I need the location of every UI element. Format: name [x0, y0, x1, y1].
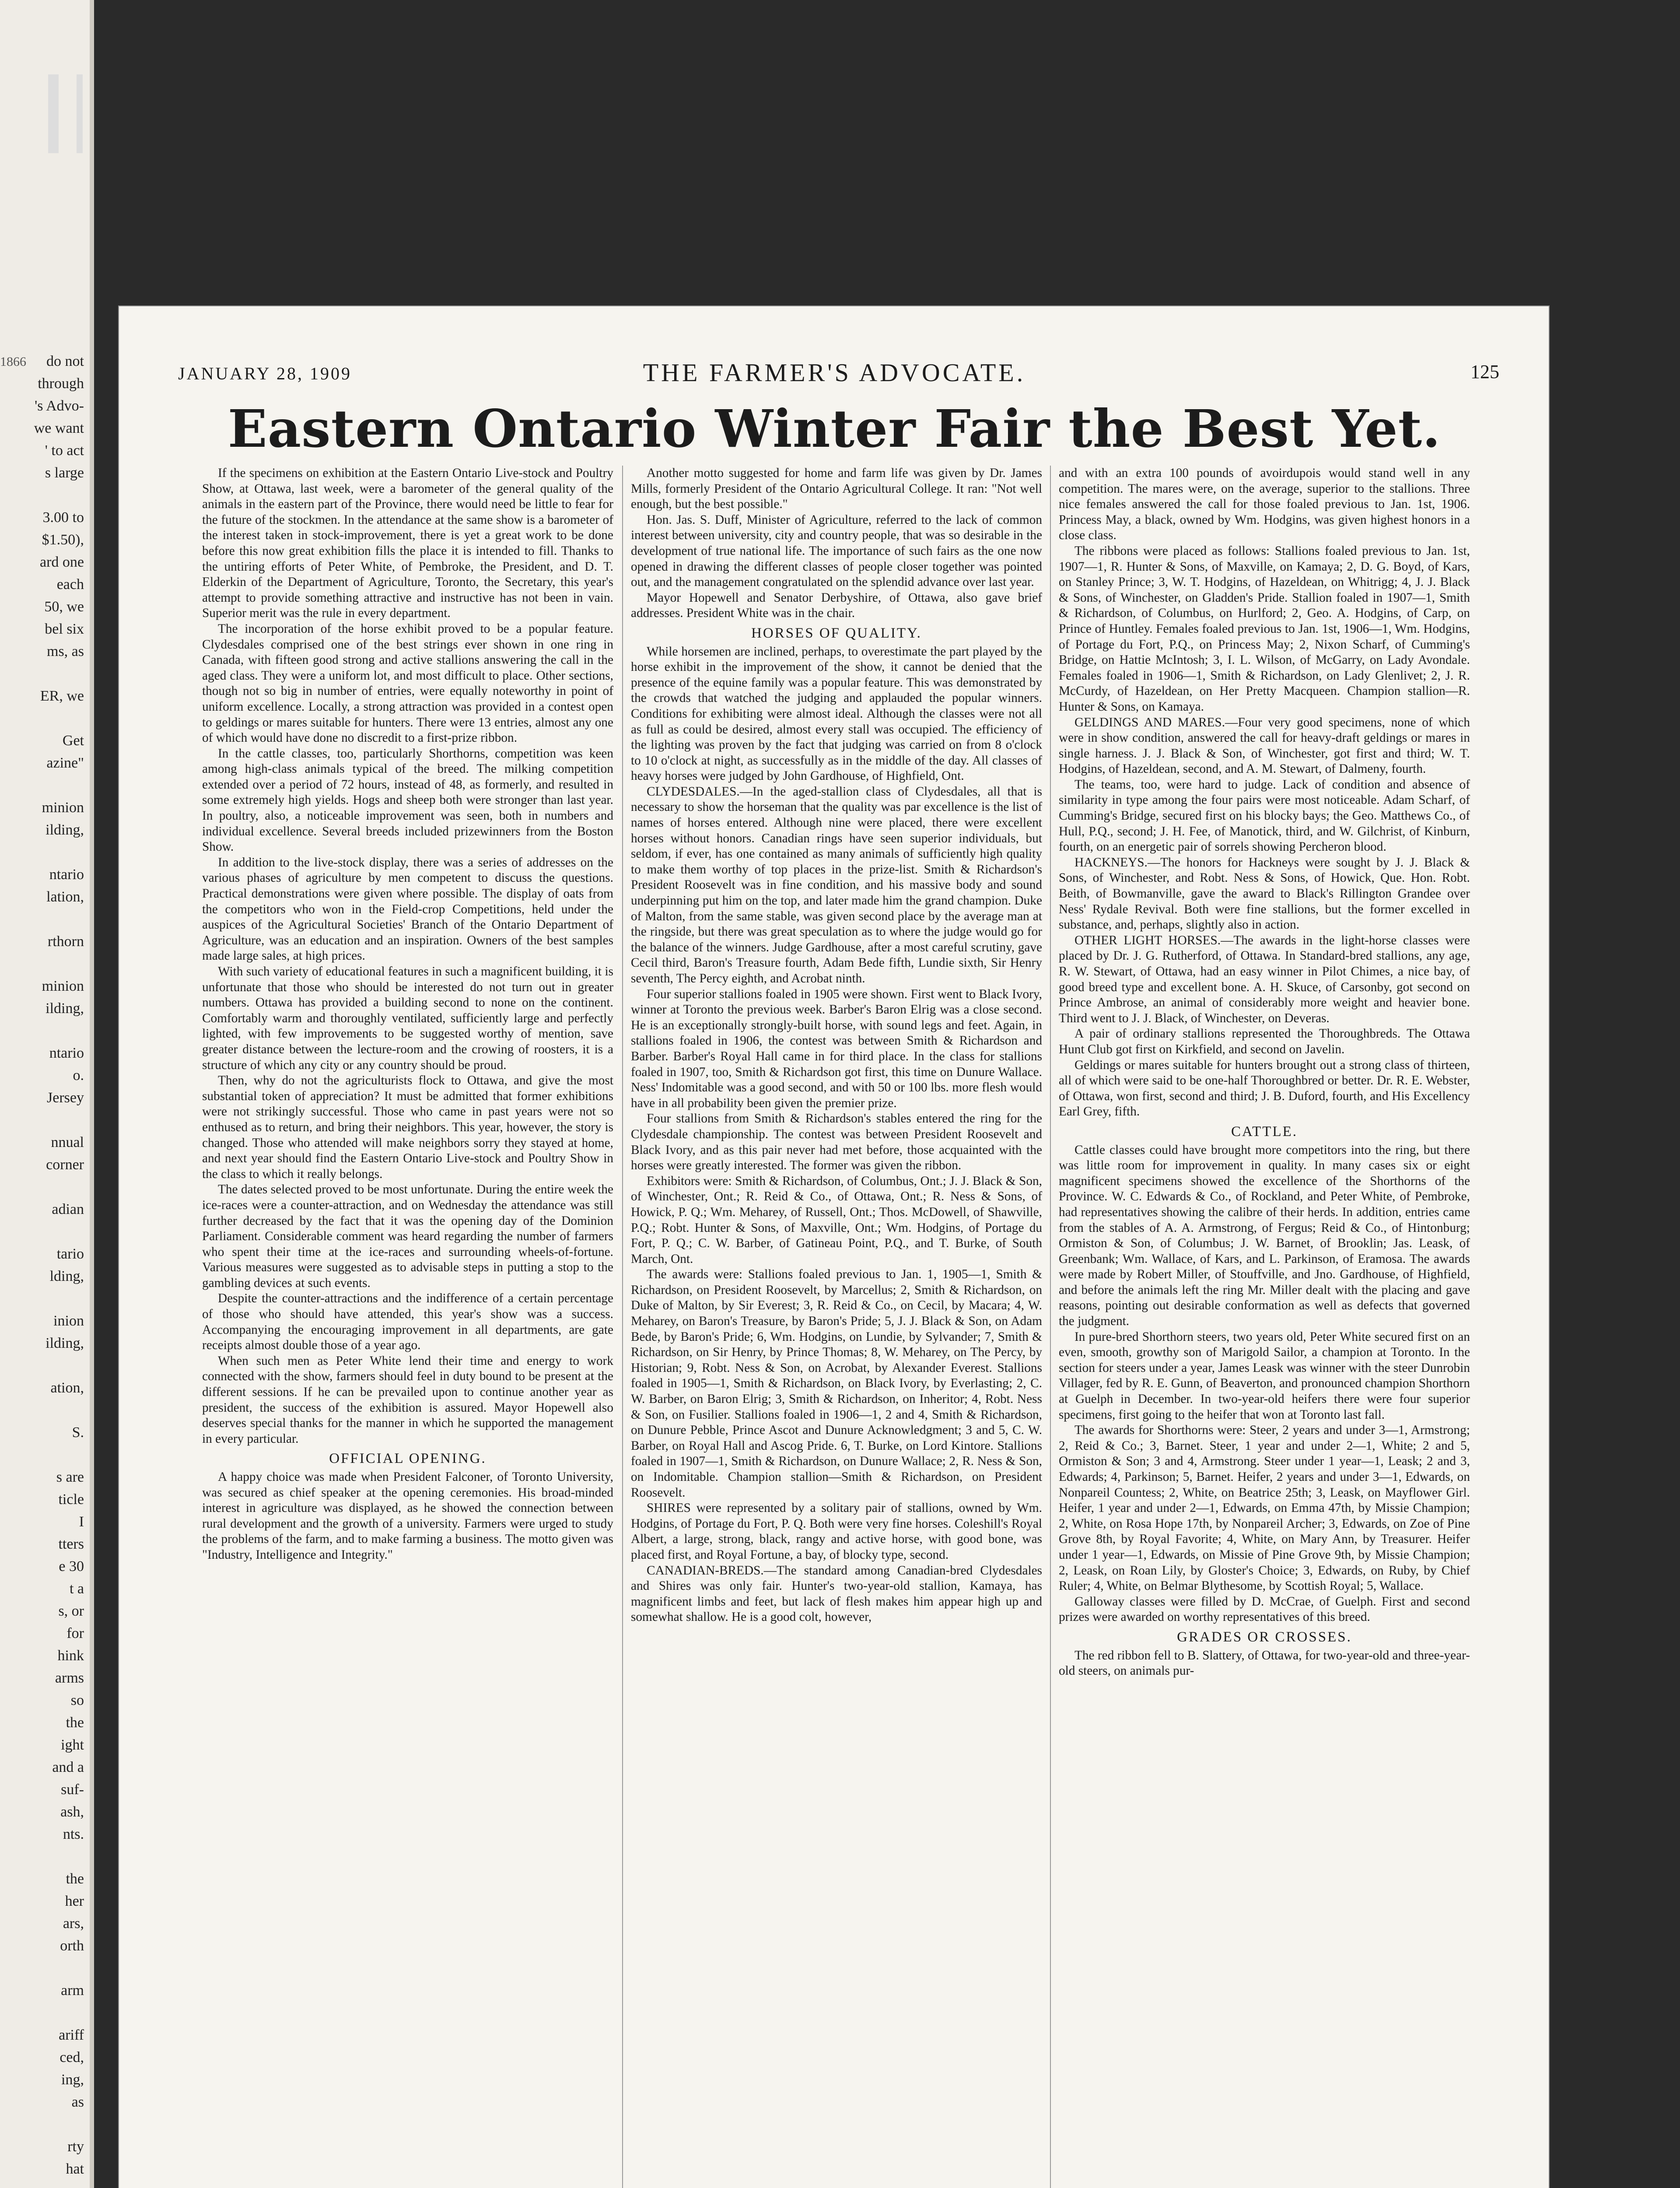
article-column-2 — [631, 466, 1042, 1625]
section-heading: OFFICIAL OPENING. — [329, 1451, 486, 1467]
film-mark — [48, 74, 59, 153]
fragment-line — [0, 1220, 88, 1243]
fragment-line — [0, 663, 88, 685]
fragment-line — [0, 2002, 88, 2024]
article-column-3 — [1059, 466, 1470, 1679]
fragment-line: lation, — [46, 889, 84, 905]
fragment-line: ash, — [60, 1804, 84, 1820]
fragment-line: ight — [61, 1737, 84, 1753]
article-paragraph: The incorporation of the horse exhibit proved to be a popular feature. Clydesdales comprised one of the best strings ever shown in one ring in Canada, with fifteen good strong and active stallions answering the call in the aged class. They were a uniform lot, and most difficult to place. Other sections, though not so big in number of entries, were equally noteworthy in point of uniform excellence. Locally, a strong attraction was provided in a contest open to geldings or mares suitable for hunters. There were 13 entries, almost any one of which would have done no discredit to a first-prize ribbon. — [202, 621, 613, 745]
article-paragraph: A pair of ordinary stallions represented the Thoroughbreds. The Ottawa Hunt Club got first on Kirkfield, and second on Javelin. — [1059, 1027, 1470, 1056]
fragment-line — [0, 1176, 88, 1198]
article-paragraph: Mayor Hopewell and Senator Derbyshire, of Ottawa, also gave brief addresses. President White was in the chair. — [631, 590, 1042, 621]
fragment-line: the — [66, 1871, 84, 1887]
fragment-line — [0, 707, 88, 729]
previous-page-text — [0, 350, 88, 2188]
fragment-line: ation, — [50, 1380, 84, 1396]
fragment-line: ilding, — [46, 1335, 84, 1351]
fragment-line — [0, 1020, 88, 1042]
fragment-line: her — [65, 1893, 84, 1909]
article-paragraph: Cattle classes could have brought more competitors into the ring, but there was little room for improvement in quality. In many cases six or eight magnificent specimens showed the excellence of the Shorthorns of the Province. W. C. Edwards & Co., of Rockland, and Peter White, of Pembroke, had representatives showing the calibre of their herds. In addition, entries came from the stables of A. A. Armstrong, of Fergus; Reid & Co., of Hintonburg; Ormiston & Son, of Columbus; J. W. Barnet, of Brooklin; Jas. Leask, of Greenbank; Wm. Wallace, of Kars, and L. Parkinson, of Eramosa. The awards were made by Robert Miller, of Stouffville, and Jno. Gardhouse, of Highfield, and before the animals left the ring Mr. Miller dealt with the placing and gave reasons, pointing out desirable conformation as well as defects that governed the judgment. — [1059, 1143, 1470, 1329]
fragment-line: s large — [45, 465, 84, 481]
fragment-line: ars, — [63, 1915, 84, 1932]
fragment-line: arm — [61, 1982, 84, 1999]
article-paragraph: While horsemen are inclined, perhaps, to overestimate the part played by the horse exhibit in the improvement of the show, it cannot be denied that the presence of the equine family was a popular feature. This was demonstrated by the crowds that watched the judging and applauded the popular winners. Conditions for exhibiting were almost ideal. Although the classes were not all as full as could be desired, almost every stall was occupied. The efficiency of the lighting was proven by the fact that judging was carried on from 8 o'clock to 10 o'clock at night, as successfully as in the middle of the day. All classes of heavy horses were judged by John Gardhouse, of Highfield, Ont. — [631, 644, 1042, 783]
fragment-line: s are — [56, 1469, 84, 1485]
article-paragraph: CANADIAN-BREDS.—The standard among Canadian-bred Clydesdales and Shires was only fair. Hunter's two-year-old stallion, Kamaya, has magnificent limbs and feet, but lack of flesh makes him appear high up and somewhat shallow. He is a good colt, however, — [631, 1563, 1042, 1624]
article-paragraph: If the specimens on exhibition at the Eastern Ontario Live-stock and Poultry Show, at Ottawa, last week, were a barometer of the general quality of the animals in the eastern part of the Province, there would need be little to fear for the future of the stockmen. In the attendance at the same show is a barometer of the interest taken in stock-improvement, there is yet a great work to be done before this now great exhibition fills the place it is intended to fill. Thanks to the untiring efforts of Peter White, of Pembroke, the President, and D. T. Elderkin of the Department of Agriculture, Toronto, the Secretary, this year's attempt to provide something attractive and instructive has not been in vain. Superior merit was the rule in every department. — [202, 466, 613, 621]
fragment-line — [0, 841, 88, 863]
section-heading: CATTLE. — [1231, 1123, 1298, 1140]
fragment-line: ' to act — [45, 442, 84, 459]
fragment-line: hat — [66, 2161, 84, 2177]
article-paragraph: Hon. Jas. S. Duff, Minister of Agriculture, referred to the lack of common interest between university, city and country people, that was so desirable in the development of true national life. The importance of such fairs as the one now opened in drawing the different classes of people closer together was pointed out, and the management congratulated on the splendid advance over last year. — [631, 512, 1042, 589]
article-paragraph: The ribbons were placed as follows: Stallions foaled previous to Jan. 1st, 1907—1, R. Hunter & Sons, of Maxville, on Kamaya; 2, D. G. Boyd, of Kars, on Stanley Prince; 3, W. T. Hodgins, of Hazeldean, on Whitrigg; 4, J. J. Black & Sons, of Winchester, on Gladden's Pride. Stallion foaled in 1907—1, Smith & Richardson, of Columbus, on Hurlford; 2, Geo. A. Hodgins, of Carp, on Prince of Huntley. Females foaled previous to Jan. 1st, 1906—1, Wm. Hodgins, of Portage du Fort, P.Q., on Princess May; 2, Nixon Scharf, of Cumming's Bridge, on Hattie McIntosh; 3, I. L. Wilson, of McGarry, on Lady Avondale. Females foaled in 1906—1, Smith & Richardson, on Lady Glenlivet; 2, J. R. McCurdy, of Hazeldean, on Her Pretty Macqueen. Champion stallion—R. Hunter & Sons, on Kamaya. — [1059, 543, 1470, 714]
page-header — [178, 358, 1499, 389]
fragment-line: rthorn — [47, 933, 84, 950]
article-paragraph: The awards for Shorthorns were: Steer, 2 years and under 3—1, Armstrong; 2, Reid & Co.; 3, Barnet. Steer, 1 year and under 2—1, White; 2 and 5, Ormiston & Son; 3 and 4, Armstrong. Steer under 1 year—1, Leask; 2 and 3, Edwards; 4, Parkinson; 5, Barnet. Heifer, 2 years and under 3—1, Edwards, on Nonpareil Countess; 2, White, on Beatrice 25th; 3, Leask, on Mayflower Girl. Heifer, 1 year and under 2—1, Edwards, on Emma 47th, by Missie Champion; 2, White, on Rosa Hope 17th, by Nonpareil Archer; 3, Edwards, on Zoe of Pine Grove 8th, by Royal Favorite; 4, White, on Mary Ann, by Treasurer. Heifer under 1 year—1, Edwards, on Missie of Pine Grove 9th, by Missie Champion; 2, Leask, on Roan Lily, by Gloster's Choice; 3, Edwards, on Ruby, by Chief Ruler; 4, White, on Belmar Blythesome, by Scottish Royal; 5, Wallace. — [1059, 1423, 1470, 1593]
fragment-line: t a — [69, 1581, 84, 1597]
article-paragraph: Another motto suggested for home and farm life was given by Dr. James Mills, formerly President of the Ontario Agricultural College. It ran: "Not well enough, but the best possible." — [631, 466, 1042, 512]
fragment-line: ticle — [58, 1491, 84, 1508]
film-mark — [77, 74, 83, 153]
fragment-line: we want — [34, 420, 84, 436]
fragment-line: ntario — [49, 866, 84, 883]
article-paragraph: The red ribbon fell to B. Slattery, of Ottawa, for two-year-old and three-year-old steers, on animals pur- — [1059, 1648, 1470, 1678]
article-column-1 — [202, 466, 613, 1563]
article-title: Eastern Ontario Winter Fair the Best Yet. — [228, 398, 1441, 459]
article-paragraph: In addition to the live-stock display, there was a series of addresses on the various phases of agriculture by men competent to discuss the questions. Practical demonstrations were given where possible. The display of oats from the competitors who won in the Field-crop Competitions, held under the auspices of the Agricultural Societies' Branch of the Ontario Department of Agriculture, was an education and an inspiration. Owners of the best samples made large sales, at high prices. — [202, 855, 613, 963]
article-paragraph: Four stallions from Smith & Richardson's stables entered the ring for the Clydesdale championship. The contest was between President Roosevelt and Black Ivory, and as this pair never had met before, those acquainted with the horses were greatly interested. The former was given the ribbon. — [631, 1112, 1042, 1173]
fragment-line: inion — [53, 1313, 84, 1329]
fragment-line: orth — [60, 1938, 84, 1954]
fragment-line: nts. — [63, 1826, 84, 1842]
fragment-line: Get — [62, 733, 84, 749]
page-fold — [90, 0, 94, 2188]
fragment-line: azine" — [46, 755, 84, 771]
section-heading: GRADES OR CROSSES. — [1177, 1629, 1352, 1645]
fragment-line: suf- — [61, 1781, 84, 1798]
fragment-line — [0, 774, 88, 796]
fragment-line — [0, 1444, 88, 1466]
previous-page-fragment — [0, 0, 94, 2188]
article-paragraph: The dates selected proved to be most unfortunate. During the entire week the ice-races were a counter-attraction, and on Wednesday the attendance was still further decreased by the fact that it was the opening day of the Dominion Parliament. Considerable comment was heard regarding the number of farmers who spent their time at the ice-races and surrounding wheels-of-fortune. Various measures were suggested as to advisable steps in putting a stop to the gambling devices at such events. — [202, 1182, 613, 1290]
fragment-line: ariff — [59, 2027, 84, 2043]
fragment-line — [0, 484, 88, 506]
fragment-line: ntario — [49, 1045, 84, 1061]
fragment-line — [0, 2180, 88, 2188]
fragment-line: for — [66, 1625, 84, 1641]
article-paragraph: CLYDESDALES.—In the aged-stallion class of Clydesdales, all that is necessary to show the horseman that the quality was par excellence is the list of names of horses entered. Although nine were placed, there were excellent horses without honors. Canadian rings have seen superior individuals, but seldom, if ever, has one contained as many animals of sufficiently high quality to make them worthy of top places in the prize-list. Smith & Richardson's President Roosevelt was in fine condition, and his massive body and sound underpinning put him on the top, and later made him the grand champion. Duke of Malton, from the same stable, was given second place by the average man at the ringside, but there was great speculation as to where the judge would go for the balance of the winners. Judge Gardhouse, after a most careful scrutiny, gave Cecil third, Baron's Treasure fourth, Adam Bede fifth, Lundie sixth, Sir Henry seventh, The Percy eighth, and Acrobat ninth. — [631, 784, 1042, 985]
fragment-line: adian — [52, 1201, 84, 1217]
fragment-line: ilding, — [46, 1000, 84, 1017]
article-paragraph: The awards were: Stallions foaled previous to Jan. 1, 1905—1, Smith & Richardson, on President Roosevelt, by Marcellus; 2, Smith & Richardson, on Duke of Malton, by Sir Everest; 3, R. Reid & Co., on Cecil, by Macara; 4, W. Meharey, on Baron's Treasure, by Baron's Pride; 5, J. J. Black & Son, on Adam Bede, by Baron's Pride; 6, Wm. Hodgins, on Lundie, by Sylvander; 7, Smith & Richardson, on Sir Henry, by Prince Thomas; 8, W. Meharey, on The Percy, by Historian; 9, Robt. Ness & Son, on Acrobat, by Alexander Everest. Stallions foaled in 1905—1, Smith & Richardson, on Black Ivory, by Everlasting; 2, C. W. Barber, on Baron Elrig; 3, Smith & Richardson, on Inheritor; 4, Robt. Ness & Son, on Fusilier. Stallions foaled in 1906—1, 2 and 4, Smith & Richardson, on Dunure Pebble, Prince Ascot and Dunure Acknowledgment; 3 and 5, C. W. Barber, on Royal Hall and Ascog Pride. 6, T. Burke, on Lord Kintore. Stallions foaled in 1907—1, Smith & Richardson, on Dunure Wallace; 2, R. Ness & Son, on Indomitable. Champion stallion—Smith & Richardson, on President Roosevelt. — [631, 1267, 1042, 1500]
section-heading: HORSES OF QUALITY. — [751, 625, 922, 641]
fragment-line: nnual — [51, 1134, 84, 1150]
fragment-line — [0, 1287, 88, 1310]
article-paragraph: In pure-bred Shorthorn steers, two years old, Peter White secured first on an even, smooth, growthy son of Marigold Sailor, a champion at Toronto. In the section for steers under a year, James Leask was winner with the steer Dunrobin Villager, fed by R. E. Gunn, of Beaverton, and pronounced champion Shorthorn at Guelph in December. In two-year-old heifers there were four superior specimens, first going to the heifer that won at Toronto last fall. — [1059, 1329, 1470, 1422]
fragment-line: 3.00 to — [42, 509, 84, 526]
fragment-line: rty — [67, 2139, 84, 2155]
fragment-line: the — [66, 1715, 84, 1731]
fragment-line — [0, 1109, 88, 1131]
fragment-line: minion — [42, 799, 84, 816]
fragment-line: do not — [46, 353, 84, 369]
fragment-line: minion — [42, 978, 84, 994]
article-paragraph: In the cattle classes, too, particularly Shorthorns, competition was keen among high-class animals typical of the breed. The milking competition extended over a period of 72 hours, instead of 48, as formerly, and resulted in some extremely high yields. Hogs and sheep both were stronger than last year. In poultry, also, a noticeable improvement was seen, both in numbers and individual excellence. Several breeds included prizewinners from the Boston Show. — [202, 746, 613, 854]
fragment-line: through — [38, 375, 84, 392]
fragment-line: as — [71, 2094, 84, 2110]
issue-date: JANUARY 28, 1909 — [178, 364, 352, 383]
article-paragraph: Four superior stallions foaled in 1905 were shown. First went to Black Ivory, winner at Toronto the previous week. Barber's Baron Elrig was a close second. He is an exceptionally strongly-built horse, with sound legs and feet. Again, in stallions foaled in 1906, the contest was between Smith & Richardson and Barber. Barber's Royal Hall came in for third place. In the class for stallions foaled in 1907, too, Smith & Richardson got first, this time on Dunure Wallace. Ness' Indomitable was a good second, and with 50 or 100 lbs. more flesh would have in all probability been given the premier prize. — [631, 987, 1042, 1110]
article-paragraph: A happy choice was made when President Falconer, of Toronto University, was secured as chief speaker at the opening ceremonies. His broad-minded interest in agriculture was displayed, as he showed the connection between rural development and the growth of a university. Farmers were urged to study the problems of the farm, and to make farming a business. The motto given was "Industry, Intelligence and Integrity." — [202, 1470, 613, 1562]
article-paragraph: Despite the counter-attractions and the indifference of a certain percentage of those who should have attended, this year's show was a success. Accompanying the encouraging improvement in all departments, are gate receipts almost double those of a year ago. — [202, 1291, 613, 1353]
fragment-line: ms, as — [47, 643, 84, 659]
article-paragraph: HACKNEYS.—The honors for Hackneys were sought by J. J. Black & Sons, of Winchester, and Robt. Ness & Sons, of Howick, Que. Hon. Robt. Beith, of Bowmanville, gave the award to Black's Rillington Grandee over Ness' Rydale Revival. Both were fine stallions, but the former excelled in substance, and, perhaps, slightly also in action. — [1059, 855, 1470, 932]
fragment-line: corner — [46, 1157, 84, 1173]
fragment-line: o. — [73, 1067, 84, 1083]
article-paragraph: When such men as Peter White lend their time and energy to work connected with the show, farmers should feel in duty bound to be present at the different sessions. If he can be prevailed upon to continue another year as president, the success of the exhibition is assured. Mayor Hopewell also deserves special thanks for the manner in which he supported the management in every particular. — [202, 1353, 613, 1446]
fragment-line: lding, — [49, 1268, 84, 1284]
fragment-line: I — [79, 1514, 84, 1530]
column-rule — [622, 466, 623, 2188]
fragment-line: hink — [57, 1648, 84, 1664]
fragment-line: 's Advo- — [35, 398, 84, 414]
article-paragraph: OTHER LIGHT HORSES.—The awards in the light-horse classes were placed by Dr. J. G. Rutherford, of Ottawa. In Standard-bred stallions, any age, R. W. Stewart, of Ottawa, had an easy winner in Pilot Chimes, a nice bay, of good breed type and excellent bone. A. H. Skuce, of Carsonby, got second on Prince Ambrose, an animal of considerably more weight and heavier bone. Third went to J. J. Black, of Winchester, on Deveras. — [1059, 933, 1470, 1025]
fragment-line: e 30 — [59, 1558, 84, 1574]
article-paragraph: With such variety of educational features in such a magnificent building, it is unfortunate that those who should be interested do not turn out in greater numbers. Ottawa has provided a building second to none on the continent. Comfortably warm and thoroughly ventilated, sufficiently large and perfectly lighted, with few improvements to be suggested worthy of mention, save greater distance between the lecture-room and the crowing of roosters, it is a structure of which any city or any country should be proud. — [202, 964, 613, 1072]
article-paragraph: Geldings or mares suitable for hunters brought out a strong class of thirteen, all of which were said to be one-half Thoroughbred or better. Dr. R. E. Webster, of Ottawa, won first, second and third; J. B. Duford, fourth, and His Excellency Earl Grey, fifth. — [1059, 1058, 1470, 1119]
previous-page-header: 1866 — [0, 354, 26, 369]
fragment-line — [0, 1354, 88, 1377]
fragment-line: ced, — [60, 2049, 84, 2065]
fragment-line: bel six — [45, 621, 84, 637]
article-paragraph: SHIRES were represented by a solitary pair of stallions, owned by Wm. Hodgins, of Portage du Fort, P. Q. Both were very fine horses. Coleshill's Royal Albert, a large, strong, black, rangy and active horse, with good bone, was placed first, and Royal Fortune, a bay, of blocky type, second. — [631, 1501, 1042, 1562]
fragment-line: 50, we — [44, 599, 84, 615]
fragment-line: S. — [72, 1424, 84, 1441]
newspaper-page — [119, 306, 1549, 2188]
fragment-line — [0, 908, 88, 930]
fragment-line — [0, 953, 88, 975]
fragment-line — [0, 1399, 88, 1421]
column-rule — [1050, 466, 1051, 2188]
fragment-line: ing, — [61, 2072, 84, 2088]
fragment-line: tario — [56, 1246, 84, 1262]
article-paragraph: Then, why do not the agriculturists flock to Ottawa, and give the most substantial token of appreciation? It must be admitted that former exhibitions were not strikingly successful. Those who came in past years were not so enthused as to return, and bring their neighbors. This year, however, the story is changed. Those who attended will make neighbors sorry they stayed at home, and next year should find the Eastern Ontario Live-stock and Poultry Show in the class to which it really belongs. — [202, 1073, 613, 1181]
page-number: 125 — [1470, 361, 1499, 382]
fragment-line: tters — [58, 1536, 84, 1552]
fragment-line: ard one — [39, 554, 84, 570]
fragment-line: so — [70, 1692, 84, 1708]
fragment-line: and a — [52, 1759, 84, 1775]
fragment-line — [0, 1845, 88, 1868]
article-paragraph: and with an extra 100 pounds of avoirdupois would stand well in any competition. The mares were, on the average, superior to the stallions. Three nice females answered the call for those foaled previous to Jan. 1st, 1906. Princess May, a black, owned by Wm. Hodgins, was given highest honors in a close class. — [1059, 466, 1470, 543]
publication-name: THE FARMER'S ADVOCATE. — [643, 358, 1026, 387]
fragment-line: ER, we — [40, 688, 84, 704]
article-paragraph: GELDINGS AND MARES.—Four very good specimens, none of which were in show condition, answered the call for heavy-draft geldings or mares in single harness. J. J. Black & Son, of Winchester, got first and third; W. T. Hodgins, of Hazeldean, second, and A. M. Stewart, of Dalmeny, fourth. — [1059, 715, 1470, 776]
fragment-line: arms — [55, 1670, 84, 1686]
fragment-line: $1.50), — [42, 532, 84, 548]
fragment-line: s, or — [58, 1603, 84, 1619]
article-paragraph: Exhibitors were: Smith & Richardson, of Columbus, Ont.; J. J. Black & Son, of Winchester, Ont.; R. Reid & Co., of Ottawa, Ont.; R. Ness & Sons, of Howick, P. Q.; Wm. Meharey, of Russell, Ont.; Thos. McDowell, of Shawville, P.Q.; Robt. Hunter & Sons, of Maxville, Ont.; Wm. Hodgins, of Portage du Fort, P. Q.; C. W. Barber, of Gatineau Point, P.Q., and T. Burke, of South March, Ont. — [631, 1174, 1042, 1266]
fragment-line — [0, 1957, 88, 1979]
article-paragraph: The teams, too, were hard to judge. Lack of condition and absence of similarity in type among the four pairs were most noticeable. Adam Scharf, of Cumming's Bridge, secured first on his blocky bays; the Geo. Matthews Co., of Hull, P.Q., second; J. H. Fee, of Manotick, third, and W. Gilchrist, of Kinburn, fourth, on an energetic pair of sorrels showing Percheron blood. — [1059, 777, 1470, 854]
fragment-line: ilding, — [46, 822, 84, 838]
fragment-line — [0, 2113, 88, 2135]
fragment-line: each — [56, 576, 84, 593]
fragment-line: Jersey — [47, 1090, 84, 1106]
article-paragraph: Galloway classes were filled by D. McCrae, of Guelph. First and second prizes were awarded on worthy representatives of this breed. — [1059, 1594, 1470, 1624]
